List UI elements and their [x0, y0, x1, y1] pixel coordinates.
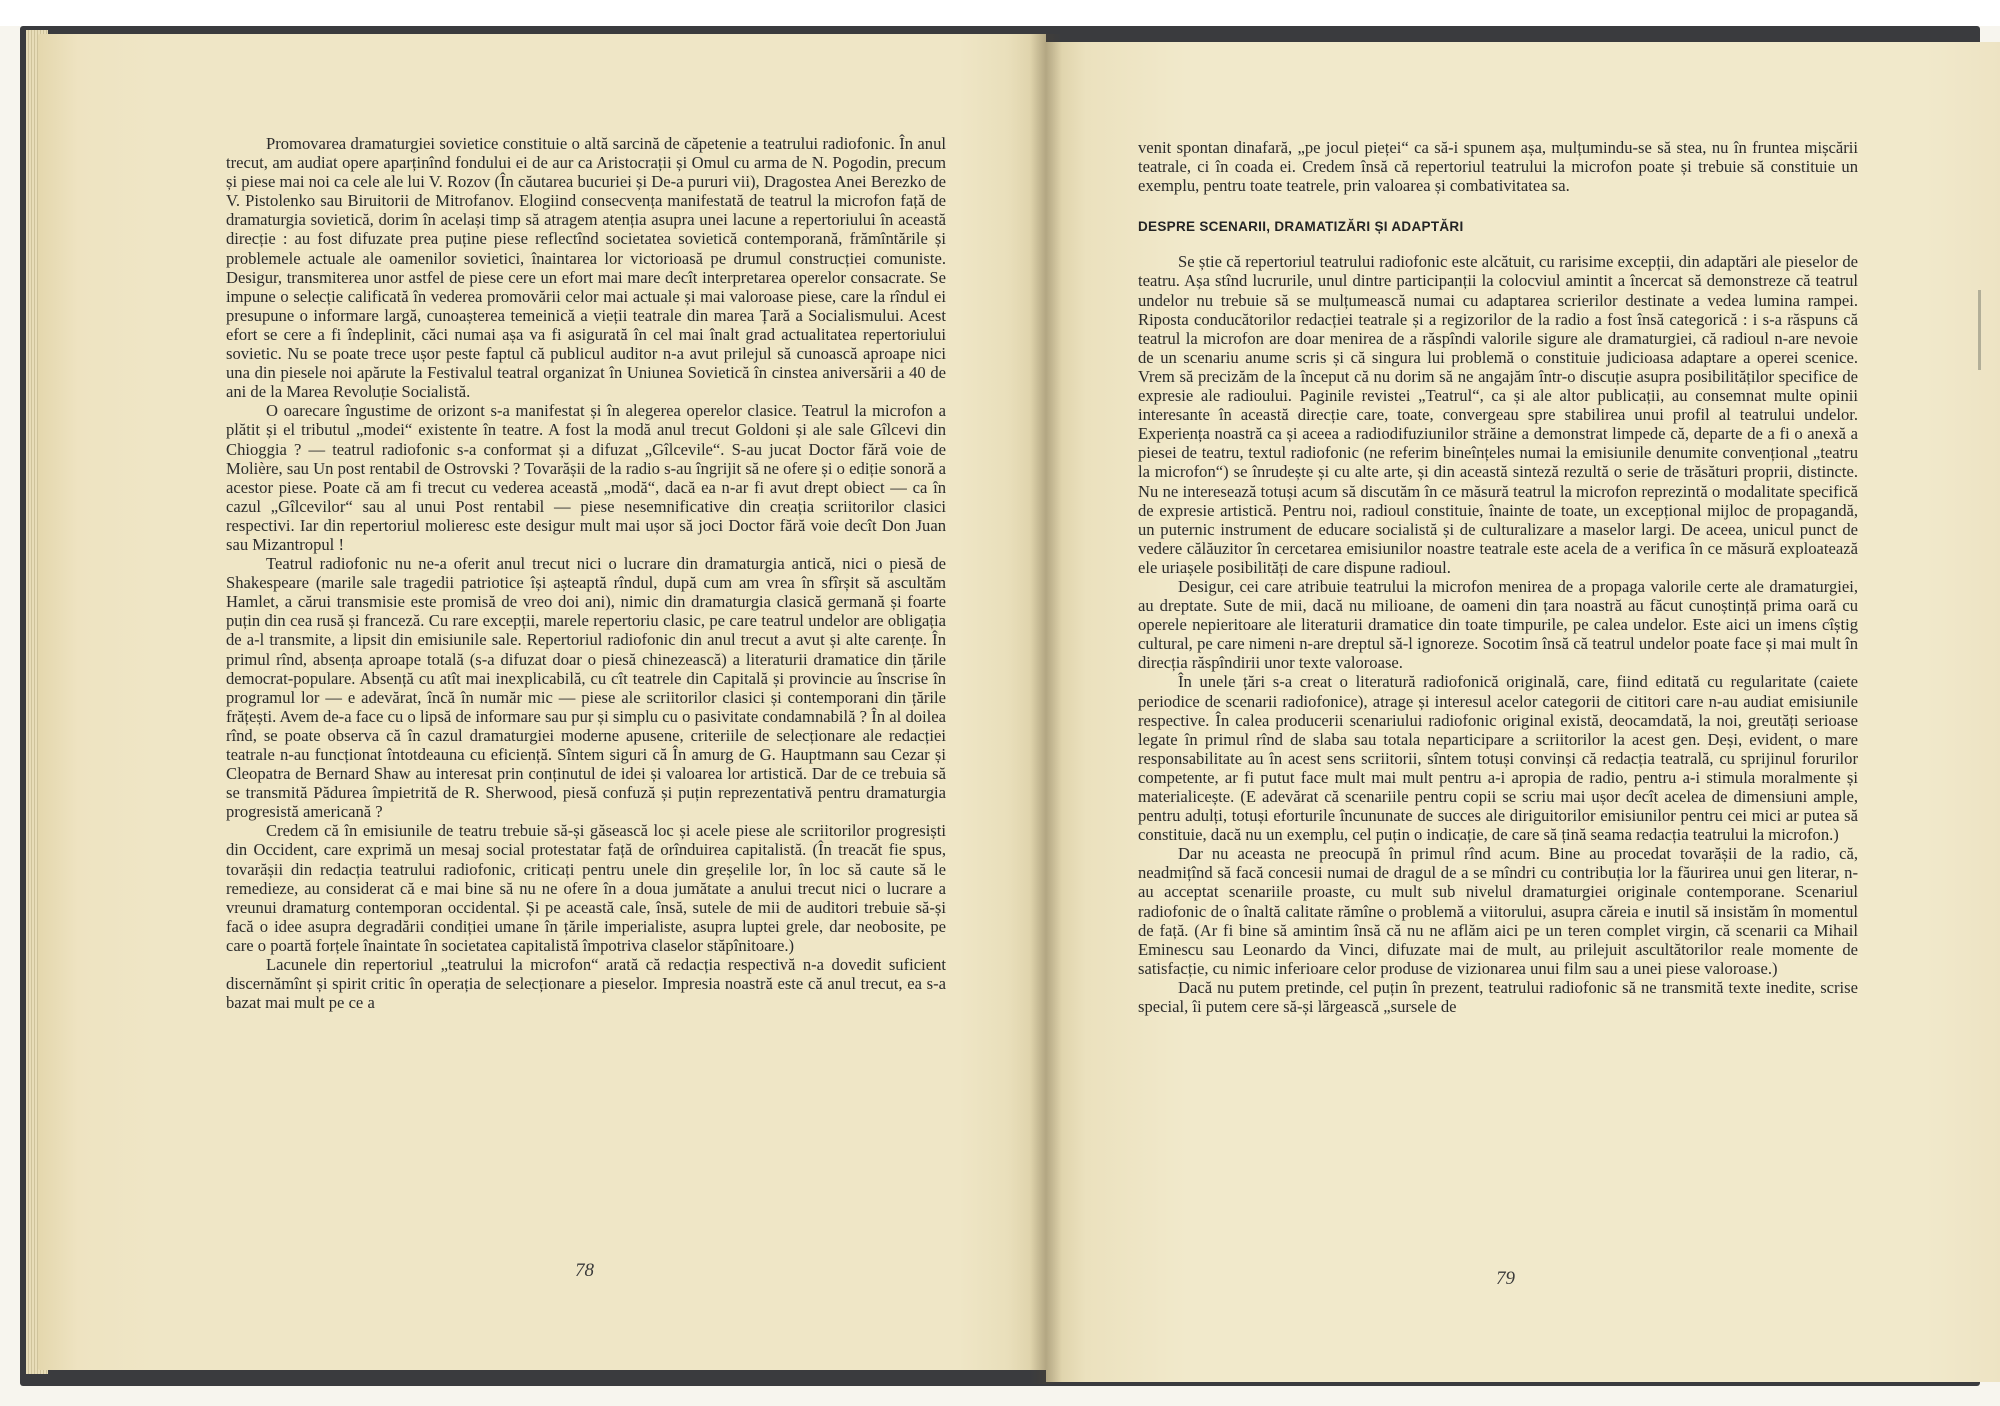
right-paragraph-1: venit spontan dinafară, „pe jocul pieței“ ca să-i spunem așa, mulțumindu-se să stea, nu în fruntea mișcării teatrale, ci în coada ei. Credem însă că repertoriul teatrului la microfon poate și trebuie să constituie un exemplu, pentru toate teatrele, prin valoarea și combativitatea sa. — [1138, 138, 1858, 196]
right-paragraph-5: Dar nu aceasta ne preocupă în primul rînd acum. Bine au procedat tovarășii de la radio, că, neadmițînd să facă concesii numai de dragul de a se mîndri cu contribuția lor la făurirea unui gen literar, n-au acceptat scenariile proaste, cu mult sub nivelul dramaturgiei originale contemporane. Scenariul radiofonic de o înaltă calitate rămîne o problemă a viitorului, asupra căreia e inutil să insistăm în momentul de față. (Ar fi bine să amintim însă că nu ne aflăm aici pe un teren complet virgin, că scenarii ca Mihail Eminescu sau Leonardo da Vinci, difuzate mai de mult, au prilejuit ascultătorilor reale momente de satisfacție, cu nimic inferioare celor produse de vizionarea unui film sau a unei piese valoroase.) — [1138, 844, 1858, 978]
left-page-text — [226, 134, 946, 1012]
left-paragraph-1: Promovarea dramaturgiei sovietice constituie o altă sarcină de căpetenie a teatrului radiofonic. În anul trecut, am audiat opere aparținînd fondului ei de aur ca Aristocrații și Omul cu arma de N. Pogodin, precum și piese mai noi ca cele ale lui V. Rozov (În căutarea bucuriei și De-a pururi vii), Dragostea Anei Berezko de V. Pistolenko sau Biruitorii de Mitrofanov. Elogiind consecvența manifestată de teatrul la microfon față de dramaturgia sovietică, dorim în același timp să atragem atenția asupra unei lacune a repertoriului în această direcție : au fost difuzate prea puține piese reflectînd societatea sovietică contemporană, frămîntările și problemele actuale ale oamenilor sovietici, înaintarea lor victorioasă pe drumul construcției comuniste. Desigur, transmiterea unor astfel de piese cere un efort mai mare decît interpretarea operelor consacrate. Se impune o selecție calificată în vederea promovării celor mai actuale și mai valoroase piese, care la rîndul ei presupune o informare largă, cunoașterea temeinică a vieții teatrale din marea Țară a Socialismului. Acest efort se cere a fi îndeplinit, căci numai așa va fi asigurată în cel mai înalt grad actualitatea repertoriului sovietic. Nu se poate trece ușor peste faptul că publicul auditor n-a avut prilejul să cunoască aproape nici una din piesele noi apărute la Festivalul teatral organizat în Uniunea Sovietică în cinstea aniversării a 40 de ani de la Marea Revoluție Socialistă. — [226, 134, 946, 402]
page-number-right: 79 — [1496, 1268, 1515, 1289]
spine-shadow — [1030, 34, 1062, 1384]
right-paragraph-4: În unele țări s-a creat o literatură radiofonică originală, care, fiind editată cu regularitate (caiete periodice de scenarii radiofonice), atrage și interesul acelor categorii de cititori care n-au audiat emisiunile respective. În calea producerii scenariului radiofonic original există, deocamdată, la noi, greutăți serioase legate în primul rînd de slaba sau totala neparticipare a scriitorilor la acest gen. Deși, evident, o mare responsabilitate au în acest sens scriitorii, sîntem totuși convinși că redacția teatrală, cu sprijinul forurilor competente, ar fi putut face mult mai mult pentru a-i apropia de radio, pentru a-i stimula moralmente și materialicește. (E adevărat că scenariile pentru copii se scriu mai ușor decît acelea de dimensiuni ample, pentru adulți, totuși eforturile încununate de succes ale diriguitorilor emisiunilor pentru cei mici ar putea să constituie, dacă nu un exemplu, cel puțin o indicație, de care să țină seama redacția teatrului la microfon.) — [1138, 672, 1858, 845]
scan-top-margin — [0, 0, 2000, 26]
page-number-left: 78 — [575, 1260, 594, 1281]
right-paragraph-6: Dacă nu putem pretinde, cel puțin în prezent, teatrului radiofonic să ne transmită texte inedite, scrise special, îi putem cere să-și lărgească „sursele de — [1138, 977, 1858, 1017]
right-paragraph-3: Desigur, cei care atribuie teatrului la microfon menirea de a propaga valorile certe ale dramaturgiei, au dreptate. Sute de mii, dacă nu milioane, de oameni din țara noastră au făcut cunoștință prima oară cu operele nepieritoare ale literaturii dramatice din toate timpurile, pe calea undelor. Este aici un imens cîștig cultural, pe care nimeni n-are dreptul să-l ignoreze. Socotim însă că teatrul undelor poate face și mai mult în direcția răspîndirii unor texte valoroase. — [1138, 576, 1858, 673]
left-paragraph-2: O oarecare îngustime de orizont s-a manifestat și în alegerea operelor clasice. Teatrul la microfon a plătit și el tributul „modei“ existente în teatre. A fost la modă anul trecut Goldoni și ale sale Gîlcevi din Chioggia ? — teatrul radiofonic s-a conformat și a difuzat „Gîlcevile“. S-au jucat Doctor fără voie de Molière, sau Un post rentabil de Ostrovski ? Tovarășii de la radio s-au îngrijit să ne ofere și o ediție sonoră a acestor piese. Poate că am fi trecut cu vederea această „modă“, dacă ea n-ar fi avut drept obiect — ca în cazul „Gîlcevilor“ sau al unui Post rentabil — piese nesemnificative din creația scriitorilor clasici respectivi. Iar din repertoriul molieresc este desigur mult mai ușor să joci Doctor fără voie decît Don Juan sau Mizantropul ! — [226, 401, 946, 554]
section-heading: DESPRE SCENARII, DRAMATIZĂRI ȘI ADAPTĂRI — [1138, 219, 1464, 235]
left-paragraph-4: Credem că în emisiunile de teatru trebuie să-și găsească loc și acele piese ale scriitorilor progresiști din Occident, care exprimă un mesaj social protestatar față de orînduirea capitalistă. (În treacăt fie spus, tovarășii din redacția teatrului radiofonic, criticați pentru unele din greșelile lor, în loc să caute să le remedieze, au considerat că e mai bine să nu ne ofere în a doua jumătate a anului trecut nici o lucrare a vreunui dramaturg contemporan occidental. Și pe această cale, însă, sutele de mii de auditori trebuie să-și facă o idee asupra degradării condiției umane în țările imperialiste, asupra luptei grele, dar neobosite, pe care o poartă forțele înaintate în societatea capitalistă împotriva claselor stăpînitoare.) — [226, 821, 946, 955]
left-paragraph-5: Lacunele din repertoriul „teatrului la microfon“ arată că redacția respectivă n-a dovedit suficient discernămînt și spirit critic în operația de selecționare a pieselor. Impresia noastră este că anul trecut, ea s-a bazat mai mult pe ce a — [226, 955, 946, 1013]
pencil-mark — [1978, 290, 1981, 370]
right-page-text — [1138, 138, 1858, 1016]
right-paragraph-2: Se știe că repertoriul teatrului radiofonic este alcătuit, cu rarisime excepții, din adaptări ale pieselor de teatru. Așa stînd lucrurile, unul dintre participanții la colocviul amintit a încercat să demonstreze că teatrul undelor nu trebuie să se mulțumească numai cu adaptarea scrierilor destinate a vedea lumina rampei. Riposta conducătorilor redacției teatrale și a regizorilor de la radio a fost însă categorică : i s-a răspuns că teatrul la microfon are doar menirea de a răspîndi valorile sigure ale dramaturgiei, că radioul n-are nevoie de un scenariu anume scris și că singura lui problemă o constituie judicioasa adaptare a operei scenice. Vrem să precizăm de la început că nu dorim să ne angajăm într-o discuție asupra posibilităților specifice de expresie ale radioului. Paginile revistei „Teatrul“, ca și ale altor publicații, au consemnat multe opinii interesante în această direcție care, toate, convergeau spre stabilirea unui profil al teatrului undelor. Experiența noastră ca și aceea a radiodifuziunilor străine a demonstrat limpede că, departe de a fi o anexă a piesei de teatru, textul radiofonic (ne referim bineînțeles numai la emisiunile denumite convențional „teatru la microfon“) se înrudește și cu alte arte, și din această sinteză rezultă o serie de trăsături proprii, distincte. Nu ne interesează totuși acum să discutăm în ce măsură teatrul la microfon reprezintă o modalitate specifică de expresie artistică. Pentru noi, radioul constituie, înainte de toate, un excepțional mijloc de propagandă, un puternic instrument de educare socialistă și de culturalizare a maselor largi. De aceea, unicul punct de vedere călăuzitor în cercetarea emisiunilor noastre teatrale este acela de a verifica în ce măsură exploatează ele uriașele posibilități de care dispune radioul. — [1138, 252, 1858, 577]
left-paragraph-3: Teatrul radiofonic nu ne-a oferit anul trecut nici o lucrare din dramaturgia antică, nici o piesă de Shakespeare (marile sale tragedii patriotice își așteaptă rîndul, după cum am vrea în sfîrșit să ascultăm Hamlet, a cărui transmisie este promisă de vreo doi ani), nimic din dramaturgia clasică germană și foarte puțin din cea rusă și franceză. Cu rare excepții, marele repertoriu clasic, pe care teatrul undelor are obligația de a-l transmite, a lipsit din emisiunile sale. Repertoriul radiofonic din anul trecut a avut și alte carențe. În primul rînd, absența aproape totală (s-a difuzat doar o piesă chinezească) a literaturii dramatice din țările democrat-populare. Absență cu atît mai inexplicabilă, cu cît teatrele din Capitală și provincie au înscrise în programul lor — e adevărat, încă în număr mic — piese ale scriitorilor clasici și contemporani din țările frățești. Avem de-a face cu o lipsă de informare sau pur și simplu cu o pasivitate condamnabilă ? În al doilea rînd, se poate observa că în cazul dramaturgiei moderne apusene, criteriile de selecționare ale redacției teatrale n-au funcționat întotdeauna cu eficiență. Sîntem siguri că În amurg de G. Hauptmann sau Cezar și Cleopatra de Bernard Shaw au interesat prin conținutul de idei și valoarea lor artistică. Dar de ce trebuia să se transmită Pădurea împietrită de R. Sherwood, piesă confuză și puțin reprezentativă pentru dramaturgia progresistă americană ? — [226, 554, 946, 822]
